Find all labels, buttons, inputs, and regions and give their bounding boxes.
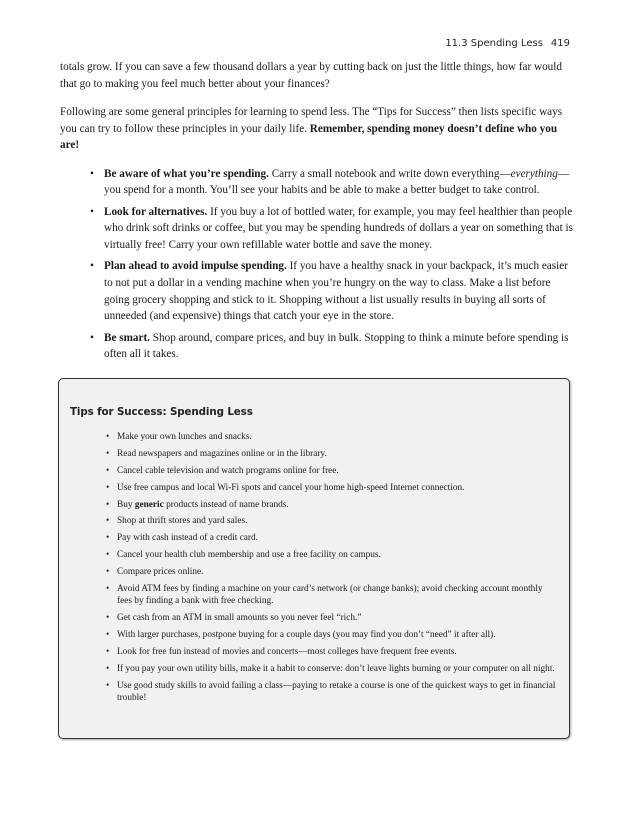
bullet-icon: • <box>106 533 110 544</box>
tip-item <box>106 646 557 658</box>
tip-item <box>106 499 557 511</box>
principle-text: Shop around, compare prices, and buy in bulk. Stopping to think a minute before spending is often all it takes. <box>104 331 569 361</box>
principle-heading: Plan ahead to avoid impulse spending. <box>104 260 287 273</box>
bullet-icon: • <box>106 550 110 561</box>
section-title: 11.3 Spending Less <box>445 38 543 49</box>
bullet-icon: • <box>106 613 110 624</box>
principle-text: Carry a small notebook and write down everything— <box>268 167 511 180</box>
tip-text: Make your own lunches and snacks. <box>117 432 252 442</box>
principle-text: If you have a healthy snack in your backpack, it’s much easier to not put a dollar in a vending machine when you’re hungry on the way to class. Make a list before going grocery shopping and stick to it. Shopping without a list usually results in buying all sorts of unneeded (and expensive) things that catch your eye in the store. <box>104 260 568 323</box>
tip-text: Compare prices online. <box>117 567 204 578</box>
principle-heading: Be aware of what you’re spending. <box>104 167 269 180</box>
intro-bold-statement: Remember, spending money doesn’t define who you are! <box>60 122 558 151</box>
bullet-icon: • <box>106 448 110 459</box>
tips-title: Tips for Success: Spending Less <box>70 406 253 418</box>
tip-text: Look for free fun instead of movies and concerts—most colleges have frequent free events. <box>117 646 457 657</box>
tip-item <box>106 663 557 675</box>
principle-text-after: —you spend for a month. You’ll see your habits and be able to make a better budget to take control. <box>104 167 570 197</box>
intro-paragraph-principles <box>60 104 574 154</box>
tip-text: If you pay your own utility bills, make it a habit to conserve: don’t leave lights burning or your computer on all night. <box>117 663 555 674</box>
bullet-icon: • <box>90 167 94 180</box>
tip-text-after: products instead of name brands. <box>163 499 289 510</box>
bullet-icon: • <box>90 205 94 218</box>
tip-item <box>106 431 557 443</box>
bullet-icon: • <box>90 331 94 344</box>
tip-item <box>106 583 557 608</box>
principle-item <box>90 330 574 363</box>
tip-item <box>106 515 557 527</box>
tip-text: With larger purchases, postpone buying for a couple days (you may find you don’t “need” it after all). <box>117 630 496 641</box>
principle-emphasis: everything <box>510 167 558 180</box>
principle-item <box>90 258 574 324</box>
tip-text: Cancel cable television and watch programs online for free. <box>117 465 339 476</box>
intro-text: Following are some general principles for learning to spend less. The “Tips for Success” then lists specific ways you can try to follow these principles in your daily life. <box>60 106 563 135</box>
running-header <box>445 38 570 49</box>
bullet-icon: • <box>90 260 94 273</box>
tip-item <box>106 629 557 641</box>
bullet-icon: • <box>106 646 110 657</box>
tips-for-success-box <box>58 378 570 739</box>
bullet-icon: • <box>106 567 110 578</box>
bullet-icon: • <box>106 630 110 641</box>
principles-list <box>60 166 574 364</box>
tip-item <box>106 612 557 624</box>
principle-text: If you buy a lot of bottled water, for example, you may feel healthier than people who drink soft drinks or coffee, but you may be spending hundreds of dollars a year on something that is virtually free! Carry your own refillable water bottle and save the money. <box>104 205 573 251</box>
tip-text: Use free campus and local Wi-Fi spots and cancel your home high-speed Internet connection. <box>117 482 465 493</box>
tip-text: Shop at thrift stores and yard sales. <box>117 516 248 527</box>
bullet-icon: • <box>106 516 110 527</box>
tip-text: Avoid ATM fees by finding a machine on your card’s network (or change banks); avoid checking account monthly fees by finding a bank with free checking. <box>117 584 543 607</box>
principle-heading: Be smart. <box>104 331 150 344</box>
bullet-icon: • <box>106 432 110 442</box>
tip-bold-term: generic <box>134 499 164 510</box>
tip-item <box>106 482 557 494</box>
principle-item <box>90 166 574 199</box>
bullet-icon: • <box>106 663 110 674</box>
principle-item <box>90 204 574 254</box>
bullet-icon: • <box>106 584 110 595</box>
bullet-icon: • <box>106 465 110 476</box>
page-number: 419 <box>550 38 570 49</box>
tip-item <box>106 465 557 477</box>
tip-text: Pay with cash instead of a credit card. <box>117 533 258 544</box>
bullet-icon: • <box>106 499 110 510</box>
tip-item <box>106 448 557 460</box>
tip-text: Get cash from an ATM in small amounts so you never feel “rich.” <box>117 613 362 624</box>
bullet-icon: • <box>106 482 110 493</box>
principle-heading: Look for alternatives. <box>104 205 208 218</box>
tip-item <box>106 532 557 544</box>
tip-text: Cancel your health club membership and use a free facility on campus. <box>117 550 381 561</box>
tip-text: Buy <box>117 499 135 510</box>
main-content <box>60 59 574 368</box>
bullet-icon: • <box>106 680 110 691</box>
tip-text: Read newspapers and magazines online or in the library. <box>117 448 327 459</box>
tip-item <box>106 680 557 705</box>
tip-item <box>106 566 557 578</box>
tip-item <box>106 549 557 561</box>
intro-paragraph-continuation: totals grow. If you can save a few thousand dollars a year by cutting back on just the little things, how far would that go to making you feel much better about your finances? <box>60 61 562 90</box>
tips-list <box>106 431 557 709</box>
tip-text: Use good study skills to avoid failing a class—paying to retake a course is one of the quickest ways to get in financial trouble! <box>117 680 556 704</box>
